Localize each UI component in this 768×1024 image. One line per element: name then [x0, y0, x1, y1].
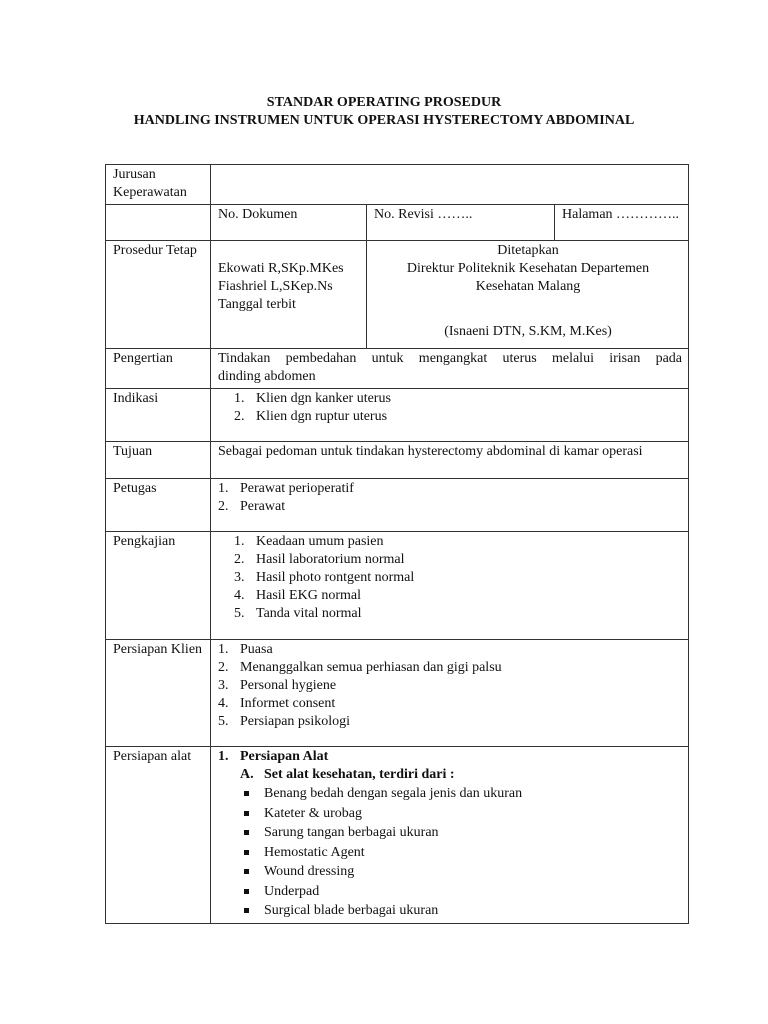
- list-item: 2. Perawat: [218, 499, 286, 514]
- list-item: 3. Personal hygiene: [218, 678, 337, 693]
- row-persiapan-klien: [106, 640, 689, 747]
- author-2: Fiashriel L,SKep.Ns: [218, 279, 333, 294]
- bullet-icon: [244, 908, 249, 913]
- list-item: Surgical blade berbagai ukuran: [218, 901, 682, 921]
- petugas-value: [211, 479, 689, 532]
- list-item: 2. Hasil laboratorium normal: [234, 552, 405, 567]
- pengertian-line-1: Tindakan pembedahan untuk mengangkat uterus melalui irisan pada: [218, 351, 683, 366]
- prosedur-tetap-label: Prosedur Tetap: [106, 241, 211, 349]
- jurusan-label: Jurusan Keperawatan: [106, 165, 211, 205]
- pengkajian-value: [211, 532, 689, 640]
- list-item: 1. Klien dgn kanker uterus: [234, 391, 391, 406]
- list-item: 1. Keadaan umum pasien: [234, 534, 384, 549]
- list-item: 1. Perawat perioperatif: [218, 481, 354, 496]
- pengertian-value: [211, 349, 689, 389]
- direktur-line-2: Kesehatan Malang: [475, 279, 581, 294]
- indikasi-label: Indikasi: [106, 389, 211, 442]
- ditetapkan: Ditetapkan: [497, 243, 559, 258]
- list-item: Underpad: [218, 882, 682, 902]
- list-item: Benang bedah dengan segala jenis dan ukuran: [218, 784, 682, 804]
- jurusan-value: [211, 165, 689, 205]
- bullet-icon: [244, 850, 249, 855]
- no-revisi: No. Revisi ……..: [367, 205, 555, 241]
- bullet-icon: [244, 791, 249, 796]
- row-pengertian: [106, 349, 689, 389]
- persiapan-klien-label: Persiapan Klien: [106, 640, 211, 747]
- list-item: 3. Hasil photo rontgent normal: [234, 570, 415, 585]
- pengkajian-label: Pengkajian: [106, 532, 211, 640]
- bullet-icon: [244, 889, 249, 894]
- list-item: 1. Puasa: [218, 642, 273, 657]
- tanggal-terbit: Tanggal terbit: [218, 297, 296, 312]
- bullet-icon: [244, 811, 249, 816]
- persiapan-klien-value: [211, 640, 689, 747]
- list-item: 4. Hasil EKG normal: [234, 588, 361, 603]
- list-item: Kateter & urobag: [218, 804, 682, 824]
- row-petugas: [106, 479, 689, 532]
- set-alat-heading: A. Set alat kesehatan, terdiri dari :: [240, 767, 455, 782]
- signatory: (Isnaeni DTN, S.KM, M.Kes): [444, 324, 612, 339]
- direktur-line-1: Direktur Politeknik Kesehatan Departemen: [406, 261, 650, 276]
- petugas-label: Petugas: [106, 479, 211, 532]
- list-item: 2. Klien dgn ruptur uterus: [234, 409, 388, 424]
- pengertian-label: Pengertian: [106, 349, 211, 389]
- pengertian-line-2: dinding abdomen: [218, 369, 316, 384]
- row-persiapan-alat: [106, 747, 689, 924]
- sop-table: [105, 164, 689, 924]
- row-indikasi: [106, 389, 689, 442]
- list-item: 5. Tanda vital normal: [234, 606, 362, 621]
- persiapan-alat-heading: 1. Persiapan Alat: [218, 749, 329, 764]
- row-prosedur-tetap: [106, 241, 689, 349]
- list-item: Hemostatic Agent: [218, 843, 682, 863]
- author-1: Ekowati R,SKp.MKes: [218, 261, 344, 276]
- ditetapkan-cell: [367, 241, 689, 349]
- row-jurusan: [106, 165, 689, 205]
- list-item: Sarung tangan berbagai ukuran: [218, 823, 682, 843]
- row-tujuan: [106, 442, 689, 479]
- list-item: 5. Persiapan psikologi: [218, 714, 351, 729]
- no-dokumen: No. Dokumen: [211, 205, 367, 241]
- persiapan-alat-label: Persiapan alat: [106, 747, 211, 924]
- row-pengkajian: [106, 532, 689, 640]
- empty-cell: [106, 205, 211, 241]
- tujuan-value: Sebagai pedoman untuk tindakan hysterectomy abdominal di kamar operasi: [211, 442, 689, 479]
- list-item: Wound dressing: [218, 862, 682, 882]
- document-title: STANDAR OPERATING PROSEDUR: [266, 95, 502, 110]
- document-subtitle: HANDLING INSTRUMEN UNTUK OPERASI HYSTERECTOMY ABDOMINAL: [133, 113, 635, 128]
- authors-cell: [211, 241, 367, 349]
- bullet-icon: [244, 869, 249, 874]
- list-item: 4. Informet consent: [218, 696, 336, 711]
- bullet-icon: [244, 830, 249, 835]
- persiapan-alat-value: [211, 747, 689, 924]
- indikasi-value: [211, 389, 689, 442]
- row-document-info: [106, 205, 689, 241]
- list-item: 2. Menanggalkan semua perhiasan dan gigi palsu: [218, 660, 502, 675]
- tujuan-label: Tujuan: [106, 442, 211, 479]
- halaman: Halaman …………..: [555, 205, 689, 241]
